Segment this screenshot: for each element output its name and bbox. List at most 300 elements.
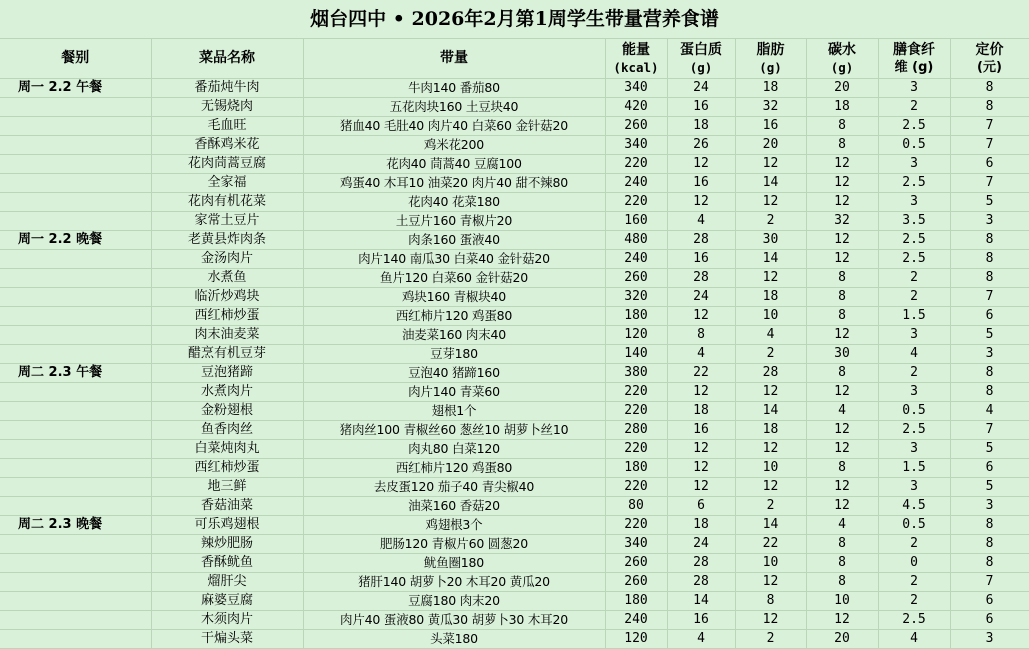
table-row (0, 592, 1029, 611)
price-cell: 7 (950, 117, 1029, 136)
header-carb-unit: (g) (830, 59, 854, 75)
price-cell: 6 (950, 611, 1029, 630)
carb-cell: 12 (806, 440, 878, 459)
nutrition-table (0, 39, 1029, 649)
energy-cell: 120 (605, 326, 667, 345)
carb-cell: 8 (806, 288, 878, 307)
protein-cell: 12 (667, 383, 735, 402)
quantity-cell: 鱼片120 白菜60 金针菇20 (303, 269, 605, 288)
fiber-cell: 2.5 (878, 174, 950, 193)
header-quantity: 带量 (303, 39, 605, 79)
table-row (0, 269, 1029, 288)
dish-name-cell: 鱼香肉丝 (151, 421, 303, 440)
energy-cell: 240 (605, 250, 667, 269)
price-cell: 8 (950, 383, 1029, 402)
protein-cell: 24 (667, 288, 735, 307)
price-cell: 7 (950, 288, 1029, 307)
quantity-cell: 猪肉丝100 青椒丝60 葱丝10 胡萝卜丝10 (303, 421, 605, 440)
price-cell: 6 (950, 307, 1029, 326)
price-cell: 5 (950, 326, 1029, 345)
energy-cell: 420 (605, 98, 667, 117)
fiber-cell: 2 (878, 535, 950, 554)
price-cell: 3 (950, 345, 1029, 364)
energy-cell: 140 (605, 345, 667, 364)
meal-cell (0, 288, 151, 307)
table-row (0, 79, 1029, 98)
quantity-cell: 豆芽180 (303, 345, 605, 364)
energy-cell: 220 (605, 193, 667, 212)
quantity-cell: 土豆片160 青椒片20 (303, 212, 605, 231)
quantity-cell: 翅根1个 (303, 402, 605, 421)
carb-cell: 8 (806, 307, 878, 326)
quantity-cell: 花肉40 花菜180 (303, 193, 605, 212)
price-cell: 8 (950, 554, 1029, 573)
dish-name-cell: 白菜炖肉丸 (151, 440, 303, 459)
price-cell: 8 (950, 535, 1029, 554)
table-row (0, 136, 1029, 155)
table-row (0, 554, 1029, 573)
fat-cell: 18 (735, 79, 806, 98)
dish-name-cell: 辣炒肥肠 (151, 535, 303, 554)
table-row (0, 364, 1029, 383)
dish-name-cell: 香酥鸡米花 (151, 136, 303, 155)
table-body (0, 79, 1029, 649)
protein-cell: 12 (667, 155, 735, 174)
dish-name-cell: 金汤肉片 (151, 250, 303, 269)
header-carb (806, 39, 878, 79)
protein-cell: 12 (667, 193, 735, 212)
energy-cell: 180 (605, 592, 667, 611)
fat-cell: 12 (735, 478, 806, 497)
fiber-cell: 4 (878, 345, 950, 364)
fat-cell: 20 (735, 136, 806, 155)
price-cell: 7 (950, 136, 1029, 155)
carb-cell: 12 (806, 421, 878, 440)
quantity-cell: 鸡块160 青椒块40 (303, 288, 605, 307)
dish-name-cell: 全家福 (151, 174, 303, 193)
carb-cell: 12 (806, 326, 878, 345)
dish-name-cell: 肉末油麦菜 (151, 326, 303, 345)
carb-cell: 8 (806, 535, 878, 554)
quantity-cell: 头菜180 (303, 630, 605, 649)
energy-cell: 80 (605, 497, 667, 516)
quantity-cell: 鸡翅根3个 (303, 516, 605, 535)
quantity-cell: 五花肉块160 土豆块40 (303, 98, 605, 117)
quantity-cell: 鸡米花200 (303, 136, 605, 155)
meal-cell (0, 421, 151, 440)
carb-cell: 30 (806, 345, 878, 364)
fat-cell: 28 (735, 364, 806, 383)
table-row (0, 421, 1029, 440)
quantity-cell: 鱿鱼圈180 (303, 554, 605, 573)
table-row (0, 402, 1029, 421)
quantity-cell: 西红柿片120 鸡蛋80 (303, 459, 605, 478)
energy-cell: 240 (605, 174, 667, 193)
energy-cell: 220 (605, 478, 667, 497)
carb-cell: 18 (806, 98, 878, 117)
fiber-cell: 4.5 (878, 497, 950, 516)
carb-cell: 12 (806, 174, 878, 193)
meal-cell (0, 98, 151, 117)
table-row (0, 98, 1029, 117)
meal-cell: 周二 2.3 午餐 (0, 364, 151, 383)
quantity-cell: 肉片40 蛋液80 黄瓜30 胡萝卜30 木耳20 (303, 611, 605, 630)
fiber-cell: 0.5 (878, 136, 950, 155)
carb-cell: 8 (806, 117, 878, 136)
header-fiber-unit: 维 (g) (894, 59, 934, 75)
fiber-cell: 3 (878, 478, 950, 497)
fiber-cell: 1.5 (878, 459, 950, 478)
energy-cell: 220 (605, 516, 667, 535)
fiber-cell: 1.5 (878, 307, 950, 326)
table-row (0, 117, 1029, 136)
fiber-cell: 2 (878, 269, 950, 288)
header-protein (667, 39, 735, 79)
energy-cell: 320 (605, 288, 667, 307)
quantity-cell: 西红柿片120 鸡蛋80 (303, 307, 605, 326)
protein-cell: 16 (667, 98, 735, 117)
carb-cell: 8 (806, 554, 878, 573)
dish-name-cell: 干煸头菜 (151, 630, 303, 649)
meal-cell (0, 269, 151, 288)
energy-cell: 340 (605, 79, 667, 98)
fat-cell: 12 (735, 155, 806, 174)
fiber-cell: 0.5 (878, 516, 950, 535)
energy-cell: 220 (605, 155, 667, 174)
protein-cell: 28 (667, 554, 735, 573)
energy-cell: 260 (605, 117, 667, 136)
fiber-cell: 3 (878, 326, 950, 345)
energy-cell: 220 (605, 383, 667, 402)
protein-cell: 24 (667, 79, 735, 98)
quantity-cell: 肉片140 南瓜30 白菜40 金针菇20 (303, 250, 605, 269)
protein-cell: 12 (667, 459, 735, 478)
energy-cell: 340 (605, 136, 667, 155)
price-cell: 8 (950, 79, 1029, 98)
price-cell: 6 (950, 459, 1029, 478)
protein-cell: 12 (667, 478, 735, 497)
carb-cell: 8 (806, 573, 878, 592)
carb-cell: 8 (806, 364, 878, 383)
quantity-cell: 肉片140 青菜60 (303, 383, 605, 402)
fiber-cell: 3 (878, 155, 950, 174)
fiber-cell: 2.5 (878, 231, 950, 250)
fiber-cell: 2.5 (878, 611, 950, 630)
fiber-cell: 3 (878, 193, 950, 212)
fiber-cell: 2 (878, 364, 950, 383)
energy-cell: 480 (605, 231, 667, 250)
carb-cell: 8 (806, 459, 878, 478)
meal-cell (0, 212, 151, 231)
header-price-label: 定价 (975, 41, 1004, 58)
price-cell: 5 (950, 478, 1029, 497)
meal-cell (0, 535, 151, 554)
fat-cell: 2 (735, 212, 806, 231)
protein-cell: 16 (667, 174, 735, 193)
fat-cell: 14 (735, 402, 806, 421)
fat-cell: 22 (735, 535, 806, 554)
header-fiber-label: 膳食纤 (893, 41, 935, 58)
header-dish: 菜品名称 (151, 39, 303, 79)
carb-cell: 12 (806, 611, 878, 630)
dish-name-cell: 花肉茼蒿豆腐 (151, 155, 303, 174)
dish-name-cell: 老黄县炸肉条 (151, 231, 303, 250)
fat-cell: 14 (735, 174, 806, 193)
carb-cell: 10 (806, 592, 878, 611)
quantity-cell: 豆腐180 肉末20 (303, 592, 605, 611)
meal-cell (0, 307, 151, 326)
fat-cell: 10 (735, 459, 806, 478)
meal-cell (0, 136, 151, 155)
fat-cell: 12 (735, 269, 806, 288)
meal-cell (0, 193, 151, 212)
meal-cell (0, 174, 151, 193)
fat-cell: 2 (735, 630, 806, 649)
protein-cell: 18 (667, 516, 735, 535)
dish-name-cell: 花肉有机花菜 (151, 193, 303, 212)
protein-cell: 4 (667, 345, 735, 364)
meal-cell (0, 250, 151, 269)
dish-name-cell: 地三鲜 (151, 478, 303, 497)
table-row (0, 288, 1029, 307)
quantity-cell: 去皮蛋120 茄子40 青尖椒40 (303, 478, 605, 497)
dish-name-cell: 香菇油菜 (151, 497, 303, 516)
energy-cell: 160 (605, 212, 667, 231)
price-cell: 8 (950, 269, 1029, 288)
protein-cell: 6 (667, 497, 735, 516)
fat-cell: 14 (735, 250, 806, 269)
table-row (0, 478, 1029, 497)
fat-cell: 8 (735, 592, 806, 611)
protein-cell: 4 (667, 630, 735, 649)
carb-cell: 12 (806, 155, 878, 174)
fiber-cell: 2.5 (878, 117, 950, 136)
price-cell: 8 (950, 231, 1029, 250)
table-row (0, 307, 1029, 326)
price-cell: 5 (950, 440, 1029, 459)
table-row (0, 630, 1029, 649)
energy-cell: 260 (605, 573, 667, 592)
fat-cell: 16 (735, 117, 806, 136)
dish-name-cell: 番茄炖牛肉 (151, 79, 303, 98)
protein-cell: 22 (667, 364, 735, 383)
fat-cell: 4 (735, 326, 806, 345)
header-fiber (878, 39, 950, 79)
table-row (0, 155, 1029, 174)
quantity-cell: 豆泡40 猪蹄160 (303, 364, 605, 383)
fiber-cell: 3 (878, 440, 950, 459)
table-row (0, 611, 1029, 630)
table-row (0, 440, 1029, 459)
header-energy-label: 能量 (622, 41, 650, 58)
header-protein-label: 蛋白质 (680, 41, 722, 58)
table-row (0, 231, 1029, 250)
dish-name-cell: 水煮肉片 (151, 383, 303, 402)
header-meal: 餐别 (0, 39, 151, 79)
table-row (0, 345, 1029, 364)
carb-cell: 4 (806, 402, 878, 421)
energy-cell: 120 (605, 630, 667, 649)
protein-cell: 24 (667, 535, 735, 554)
table-row (0, 174, 1029, 193)
protein-cell: 28 (667, 269, 735, 288)
price-cell: 3 (950, 497, 1029, 516)
header-carb-label: 碳水 (828, 41, 856, 58)
meal-cell (0, 459, 151, 478)
fat-cell: 12 (735, 611, 806, 630)
carb-cell: 12 (806, 478, 878, 497)
price-cell: 8 (950, 364, 1029, 383)
dish-name-cell: 豆泡猪蹄 (151, 364, 303, 383)
energy-cell: 180 (605, 459, 667, 478)
meal-cell (0, 497, 151, 516)
dish-name-cell: 西红柿炒蛋 (151, 307, 303, 326)
meal-cell (0, 345, 151, 364)
meal-cell (0, 326, 151, 345)
protein-cell: 18 (667, 402, 735, 421)
quantity-cell: 油麦菜160 肉末40 (303, 326, 605, 345)
fiber-cell: 2.5 (878, 250, 950, 269)
carb-cell: 12 (806, 250, 878, 269)
protein-cell: 28 (667, 573, 735, 592)
meal-cell (0, 155, 151, 174)
price-cell: 7 (950, 573, 1029, 592)
table-row (0, 326, 1029, 345)
fat-cell: 12 (735, 193, 806, 212)
meal-cell (0, 117, 151, 136)
fiber-cell: 3 (878, 79, 950, 98)
table-row (0, 497, 1029, 516)
protein-cell: 18 (667, 117, 735, 136)
quantity-cell: 花肉40 茼蒿40 豆腐100 (303, 155, 605, 174)
dish-name-cell: 熘肝尖 (151, 573, 303, 592)
quantity-cell: 肉条160 蛋液40 (303, 231, 605, 250)
quantity-cell: 肉丸80 白菜120 (303, 440, 605, 459)
energy-cell: 260 (605, 554, 667, 573)
fat-cell: 2 (735, 345, 806, 364)
table-row (0, 193, 1029, 212)
table-row (0, 383, 1029, 402)
protein-cell: 16 (667, 250, 735, 269)
price-cell: 7 (950, 174, 1029, 193)
energy-cell: 340 (605, 535, 667, 554)
dish-name-cell: 醋烹有机豆芽 (151, 345, 303, 364)
meal-cell (0, 592, 151, 611)
dish-name-cell: 无锡烧肉 (151, 98, 303, 117)
header-price (950, 39, 1029, 79)
fiber-cell: 2.5 (878, 421, 950, 440)
carb-cell: 32 (806, 212, 878, 231)
meal-cell: 周二 2.3 晚餐 (0, 516, 151, 535)
header-fat (735, 39, 806, 79)
carb-cell: 12 (806, 193, 878, 212)
fat-cell: 10 (735, 307, 806, 326)
price-cell: 3 (950, 630, 1029, 649)
meal-cell: 周一 2.2 午餐 (0, 79, 151, 98)
dish-name-cell: 木须肉片 (151, 611, 303, 630)
protein-cell: 16 (667, 611, 735, 630)
energy-cell: 180 (605, 307, 667, 326)
protein-cell: 26 (667, 136, 735, 155)
dish-name-cell: 临沂炒鸡块 (151, 288, 303, 307)
protein-cell: 4 (667, 212, 735, 231)
quantity-cell: 猪肝140 胡萝卜20 木耳20 黄瓜20 (303, 573, 605, 592)
meal-cell (0, 478, 151, 497)
carb-cell: 20 (806, 79, 878, 98)
dish-name-cell: 西红柿炒蛋 (151, 459, 303, 478)
meal-cell (0, 573, 151, 592)
page-title: 烟台四中 • 2026年2月第1周学生带量营养食谱 (0, 0, 1029, 39)
fiber-cell: 0.5 (878, 402, 950, 421)
fiber-cell: 2 (878, 288, 950, 307)
fiber-cell: 2 (878, 592, 950, 611)
header-fat-unit: (g) (759, 59, 782, 75)
fat-cell: 12 (735, 383, 806, 402)
dish-name-cell: 毛血旺 (151, 117, 303, 136)
fat-cell: 30 (735, 231, 806, 250)
header-energy (605, 39, 667, 79)
fiber-cell: 2 (878, 98, 950, 117)
meal-cell (0, 440, 151, 459)
fiber-cell: 4 (878, 630, 950, 649)
quantity-cell: 牛肉140 番茄80 (303, 79, 605, 98)
price-cell: 4 (950, 402, 1029, 421)
dish-name-cell: 香酥鱿鱼 (151, 554, 303, 573)
header-row (0, 39, 1029, 79)
carb-cell: 12 (806, 231, 878, 250)
meal-cell (0, 383, 151, 402)
price-cell: 7 (950, 421, 1029, 440)
fiber-cell: 2 (878, 573, 950, 592)
fat-cell: 18 (735, 421, 806, 440)
table-row (0, 516, 1029, 535)
dish-name-cell: 麻婆豆腐 (151, 592, 303, 611)
protein-cell: 12 (667, 440, 735, 459)
energy-cell: 240 (605, 611, 667, 630)
dish-name-cell: 金粉翅根 (151, 402, 303, 421)
header-protein-unit: (g) (689, 59, 713, 75)
fat-cell: 32 (735, 98, 806, 117)
price-cell: 6 (950, 592, 1029, 611)
energy-cell: 220 (605, 402, 667, 421)
energy-cell: 220 (605, 440, 667, 459)
table-row (0, 535, 1029, 554)
carb-cell: 8 (806, 269, 878, 288)
carb-cell: 8 (806, 136, 878, 155)
dish-name-cell: 可乐鸡翅根 (151, 516, 303, 535)
table-row (0, 573, 1029, 592)
fat-cell: 14 (735, 516, 806, 535)
header-energy-unit: (kcal) (613, 59, 659, 75)
price-cell: 3 (950, 212, 1029, 231)
price-cell: 8 (950, 250, 1029, 269)
quantity-cell: 猪血40 毛肚40 肉片40 白菜60 金针菇20 (303, 117, 605, 136)
carb-cell: 4 (806, 516, 878, 535)
fiber-cell: 3 (878, 383, 950, 402)
dish-name-cell: 水煮鱼 (151, 269, 303, 288)
fat-cell: 2 (735, 497, 806, 516)
carb-cell: 20 (806, 630, 878, 649)
price-cell: 6 (950, 155, 1029, 174)
meal-cell (0, 630, 151, 649)
protein-cell: 16 (667, 421, 735, 440)
quantity-cell: 油菜160 香菇20 (303, 497, 605, 516)
energy-cell: 380 (605, 364, 667, 383)
meal-cell (0, 611, 151, 630)
protein-cell: 28 (667, 231, 735, 250)
carb-cell: 12 (806, 383, 878, 402)
protein-cell: 12 (667, 307, 735, 326)
